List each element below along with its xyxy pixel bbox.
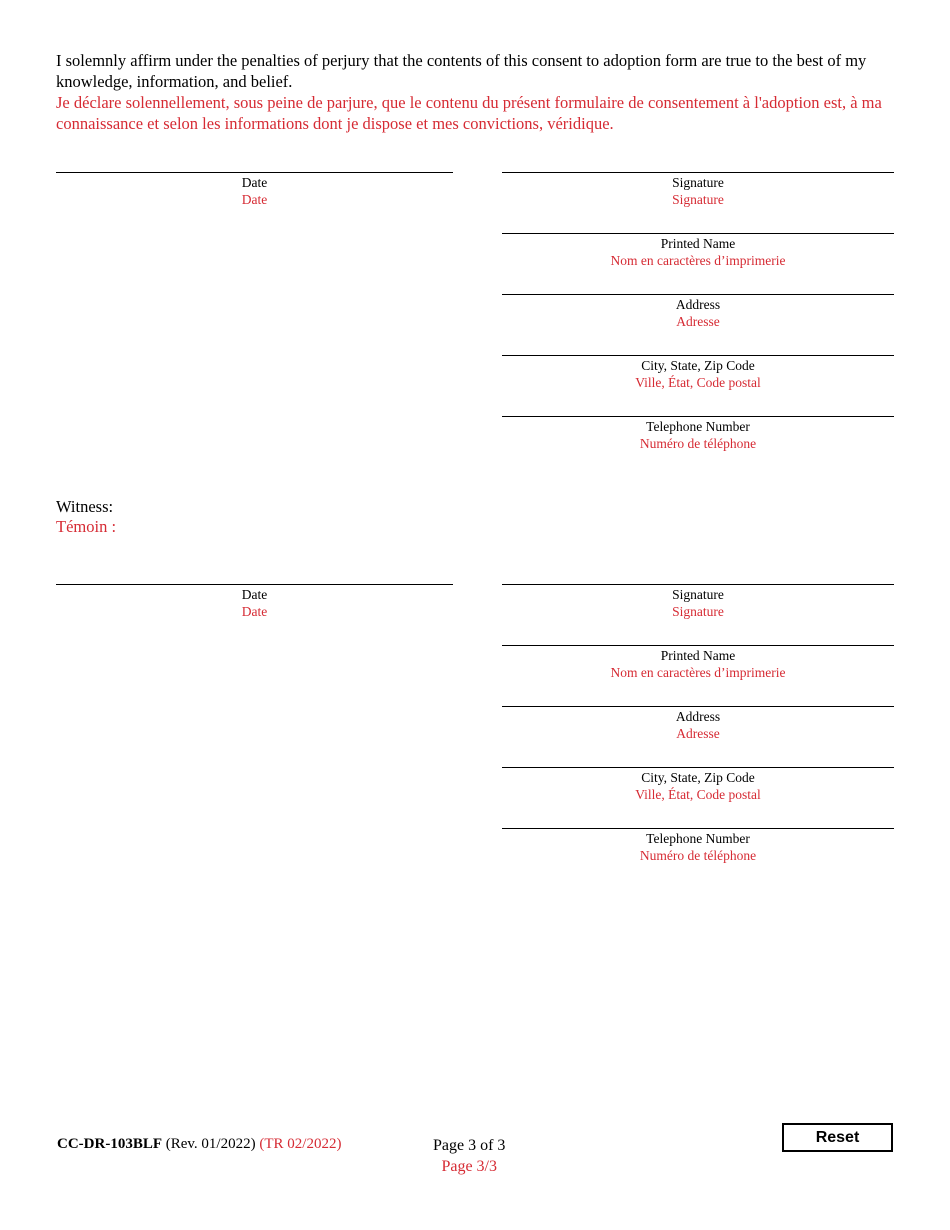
affiant-city-state-zip-field[interactable] (502, 355, 894, 391)
affiant-address-label-fr: Adresse (676, 313, 720, 329)
affiant-telephone-label-fr: Numéro de téléphone (639, 435, 757, 451)
affiant-address-label: Address (675, 297, 721, 312)
page-number-fr: Page 3/3 (441, 1158, 497, 1175)
page-number (433, 1135, 505, 1177)
affiant-signature-label: Signature (672, 175, 724, 190)
witness-telephone-field[interactable] (502, 828, 894, 864)
witness-heading-fr: Témoin : (56, 517, 117, 536)
affiant-telephone-field[interactable] (502, 416, 894, 452)
affiant-signature-label-fr: Signature (672, 191, 724, 207)
affiant-printed-name-field[interactable] (502, 233, 894, 269)
affiant-address-field[interactable] (502, 294, 894, 330)
affiant-city-state-zip-label: City, State, Zip Code (641, 358, 755, 373)
affirmation-text-en: I solemnly affirm under the penalties of perjury that the contents of this consent to adoption form are true to the best of my knowledge, information, and belief. (56, 51, 867, 91)
witness-address-label: Address (675, 709, 721, 724)
witness-city-state-zip-field[interactable] (502, 767, 894, 803)
witness-printed-name-field[interactable] (502, 645, 894, 681)
witness-date-label: Date (241, 587, 268, 602)
affiant-date-field[interactable] (56, 172, 453, 208)
witness-address-field[interactable] (502, 706, 894, 742)
affiant-date-label-fr: Date (241, 191, 268, 207)
form-identifier (57, 1136, 341, 1153)
affiant-date-label: Date (241, 175, 268, 190)
witness-telephone-label-fr: Numéro de téléphone (639, 847, 757, 863)
witness-signature-label-fr: Signature (672, 603, 724, 619)
reset-button[interactable]: Reset (782, 1123, 893, 1152)
affiant-signature-field[interactable] (502, 172, 894, 208)
affirmation-block (56, 50, 894, 134)
affiant-city-state-zip-label-fr: Ville, État, Code postal (635, 374, 761, 390)
witness-telephone-label: Telephone Number (646, 831, 750, 846)
witness-heading-en: Witness: (56, 497, 114, 516)
witness-date-field[interactable] (56, 584, 453, 620)
affiant-printed-name-label-fr: Nom en caractères d’imprimerie (610, 252, 786, 268)
form-translation-revision: (TR 02/2022) (259, 1136, 342, 1152)
affiant-printed-name-label: Printed Name (660, 236, 736, 251)
affirmation-text-fr: Je déclare solennellement, sous peine de parjure, que le contenu du présent formulaire de consentement à l'adoption est, à ma connaissance et selon les informations dont je dispose et mes convictions, véridique. (56, 93, 882, 133)
form-revision: (Rev. 01/2022) (165, 1136, 256, 1152)
affiant-telephone-label: Telephone Number (646, 419, 750, 434)
witness-signature-label: Signature (672, 587, 724, 602)
witness-address-label-fr: Adresse (676, 725, 720, 741)
witness-printed-name-label: Printed Name (660, 648, 736, 663)
witness-heading (56, 497, 116, 537)
witness-printed-name-label-fr: Nom en caractères d’imprimerie (610, 664, 786, 680)
page-number-en: Page 3 of 3 (433, 1137, 506, 1154)
form-id: CC-DR-103BLF (57, 1136, 162, 1152)
witness-city-state-zip-label-fr: Ville, État, Code postal (635, 786, 761, 802)
witness-signature-field[interactable] (502, 584, 894, 620)
witness-date-label-fr: Date (241, 603, 268, 619)
witness-city-state-zip-label: City, State, Zip Code (641, 770, 755, 785)
